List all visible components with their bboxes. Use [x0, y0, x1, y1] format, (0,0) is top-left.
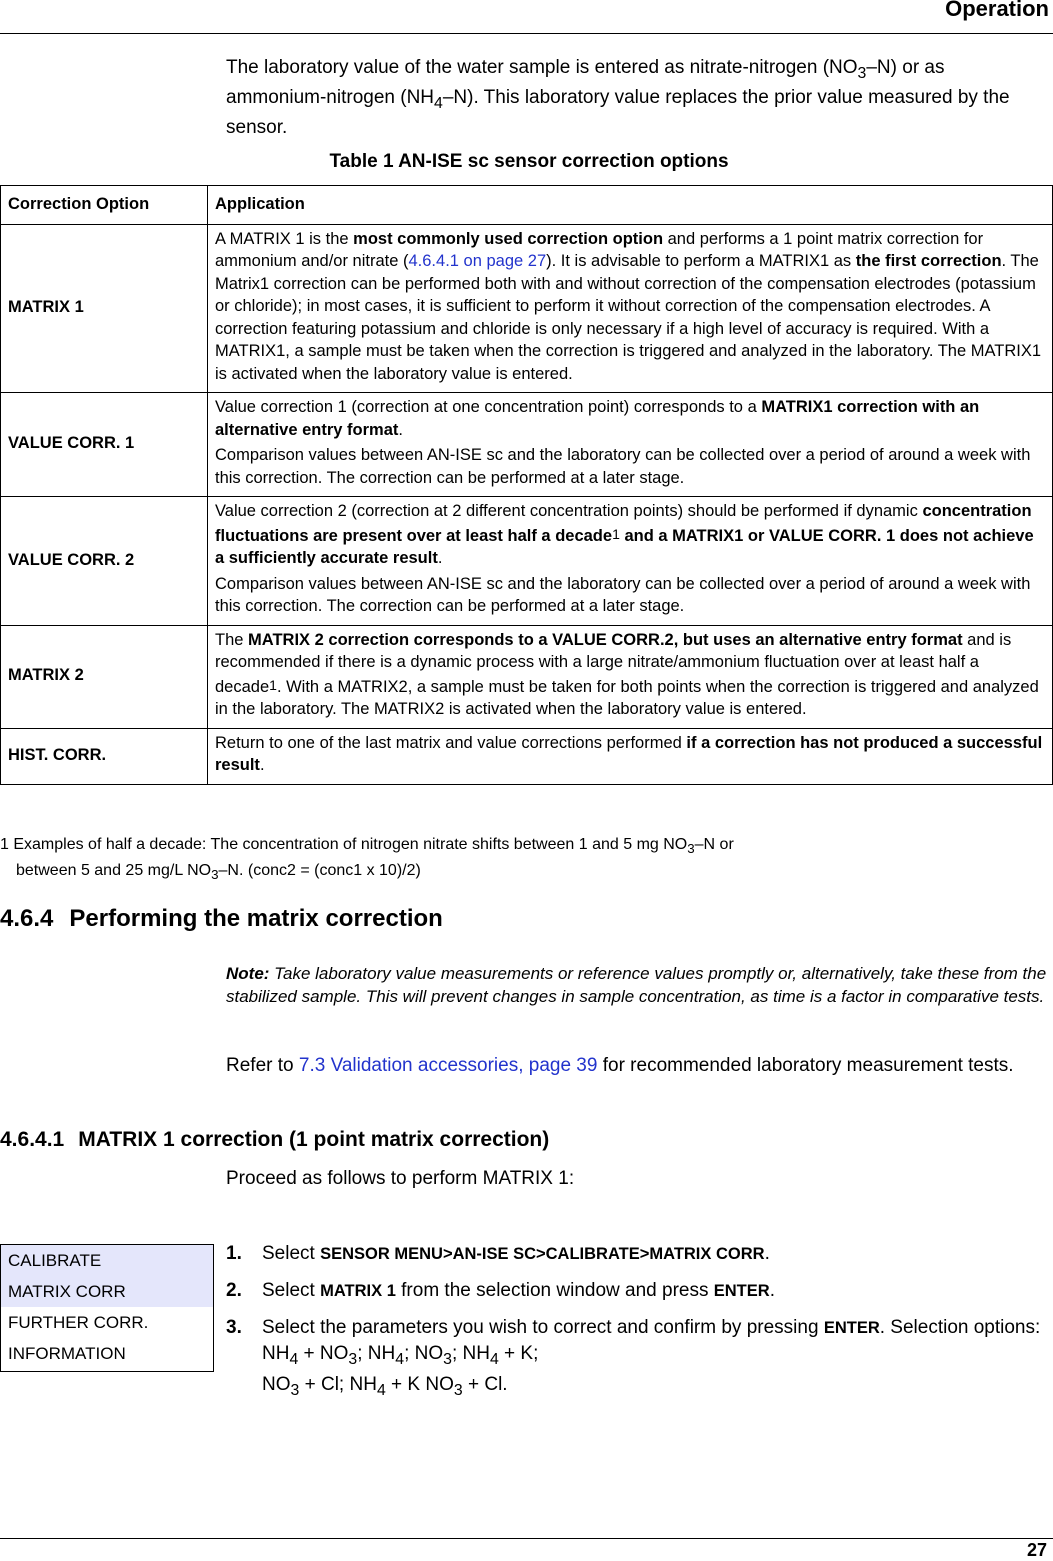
- application-cell: [208, 393, 1053, 497]
- formula: +: [298, 1343, 320, 1364]
- ui-label: MATRIX 1: [320, 1282, 396, 1300]
- formula: NO: [319, 1343, 349, 1364]
- intro-paragraph: [226, 56, 1048, 140]
- table-row-value-corr-1: [1, 393, 1053, 497]
- option-cell: VALUE CORR. 2: [1, 497, 208, 626]
- text-run: Select: [262, 1243, 321, 1264]
- text-run: Examples of half a decade: The concentration of nitrogen nitrate shifts between 1 and 5 mg NO: [8, 836, 688, 853]
- footnote-marker: 1: [612, 525, 620, 542]
- section-link[interactable]: 4.6.4.1 on page 27: [408, 252, 547, 270]
- formula: +: [385, 1373, 408, 1395]
- text-run: Value correction 1 (correction at one concentration point) corresponds to a: [215, 398, 762, 416]
- application-text: [215, 500, 1046, 570]
- section-title: Performing the matrix correction: [69, 905, 443, 932]
- text-run: .: [398, 420, 403, 439]
- selection-options-line-1: [262, 1341, 1048, 1372]
- calibration-menu-display: [0, 1244, 214, 1372]
- text-run: ). It is advisable to perform a MATRIX1 as: [546, 252, 856, 270]
- text-run: . With a MATRIX2, a sample must be taken for both points when the correction is triggered and analyzed in the laboratory. The MATRIX2 is activated when the laboratory value is entered.: [215, 677, 1039, 718]
- intro-sub-1: 3: [857, 64, 867, 82]
- bold-run: if a correction has not produced a successful result: [215, 733, 1043, 774]
- formula: NH: [262, 1343, 290, 1364]
- step-number: 1.: [226, 1243, 242, 1264]
- formula: .: [502, 1373, 508, 1395]
- text-run: and is recommended if there is a dynamic process with a large nitrate/ammonium fluctuation over at least half a decade: [215, 630, 1012, 696]
- subscript: 4: [395, 1350, 405, 1368]
- menu-item-matrix-corr[interactable]: MATRIX CORR: [1, 1276, 213, 1307]
- option-cell: VALUE CORR. 1: [1, 393, 208, 497]
- step-number: 3.: [226, 1317, 242, 1338]
- ui-label: ENTER: [713, 1282, 770, 1300]
- menu-item-calibrate[interactable]: CALIBRATE: [1, 1245, 213, 1276]
- application-cell: [208, 224, 1053, 393]
- formula: NO: [262, 1373, 291, 1395]
- option-cell: HIST. CORR.: [1, 728, 208, 784]
- formula: Cl: [484, 1373, 503, 1395]
- menu-item-information[interactable]: INFORMATION: [8, 1344, 126, 1363]
- table-row-matrix2: [1, 625, 1053, 728]
- subsection-title: MATRIX 1 correction (1 point matrix correction): [78, 1128, 550, 1151]
- bold-run: the first correction: [855, 252, 1002, 270]
- formula: +: [498, 1343, 521, 1364]
- subsection-number: 4.6.4.1: [0, 1128, 65, 1151]
- formula: K;: [520, 1343, 539, 1364]
- subscript: 3: [290, 1381, 300, 1399]
- page-header-title: Operation: [945, 0, 1049, 21]
- formula: NO: [425, 1373, 454, 1395]
- column-header-application: Application: [208, 186, 1053, 225]
- table-row-hist-corr: [1, 728, 1053, 784]
- table-row-value-corr-2: [1, 497, 1053, 626]
- procedure-steps: [226, 1241, 1048, 1414]
- section-heading: [0, 905, 443, 933]
- application-text-2: Comparison values between AN-ISE sc and the laboratory can be collected over a period of around a week with this correction. The correction can be performed at a later stage.: [215, 574, 1031, 615]
- step-3: [226, 1315, 1048, 1403]
- application-text: [215, 732, 1046, 777]
- subscript: 3: [443, 1350, 452, 1368]
- text-run: for recommended laboratory measurement tests.: [597, 1055, 1014, 1076]
- footnote-line-1: [0, 834, 900, 860]
- text-run: and performs a 1 point matrix correction for ammonium and/or nitrate (: [215, 229, 984, 270]
- text-run: The: [215, 630, 249, 649]
- note-text: Take laboratory value measurements or reference values promptly or, alternatively, take these from the stabilized sample. This will prevent changes in sample concentration, as time is a factor in comparative tests.: [226, 964, 1047, 1006]
- subscript: 3: [687, 841, 695, 857]
- validation-accessories-link[interactable]: 7.3 Validation accessories, page 39: [298, 1055, 598, 1076]
- footnote-number: 1: [0, 836, 9, 853]
- note-paragraph: [226, 962, 1048, 1008]
- text-run: .: [764, 1243, 770, 1264]
- bold-run: and a MATRIX1 or VALUE CORR. 1 does not achieve a sufficiently accurate result: [215, 526, 1034, 567]
- formula: Cl: [320, 1373, 339, 1395]
- formula: ;: [338, 1373, 350, 1395]
- intro-text-2: –N) or as ammonium-nitrogen (NH: [226, 57, 945, 108]
- text-run: .: [259, 756, 265, 774]
- application-cell: [208, 625, 1053, 728]
- text-run: . Selection options:: [879, 1317, 1041, 1338]
- page-number: 27: [1026, 1540, 1047, 1560]
- formula: +: [299, 1373, 321, 1395]
- application-text-2: Comparison values between AN-ISE sc and the laboratory can be collected over a period of around a week with this correction. The correction can be performed at a later stage.: [215, 446, 1031, 487]
- text-run: between 5 and 25 mg/L NO: [16, 862, 212, 880]
- section-number: 4.6.4: [0, 905, 54, 932]
- refer-paragraph: [226, 1053, 1048, 1079]
- column-header-option: Correction Option: [1, 186, 208, 225]
- subscript: 3: [348, 1350, 358, 1368]
- table-caption: Table 1 AN-ISE sc sensor correction options: [329, 151, 729, 172]
- bold-run: MATRIX 2 correction corresponds to a VALUE CORR.2, but uses an alternative entry format: [248, 630, 963, 649]
- text-run: –N or: [694, 836, 734, 853]
- bold-run: MATRIX1 correction with an alternative entry format: [215, 398, 980, 439]
- text-run: –N. (conc2 = (conc1 x 10)/2): [218, 862, 421, 880]
- option-cell: MATRIX 1: [1, 224, 208, 393]
- text-run: Return to one of the last matrix and value corrections performed: [215, 733, 687, 752]
- formula: NH: [349, 1373, 377, 1395]
- subscript: 4: [289, 1350, 299, 1368]
- text-run: . The Matrix1 correction can be performed both with and without correction of the compensation electrodes (potassium or chloride); in most cases, it is sufficient to perform it without correction of the compensation electrodes. A correction featuring potassium and chloride is only necessary if a high level of accuracy is required. With a MATRIX1, a sample must be taken when the correction is triggered and analyzed in the laboratory. The MATRIX1 is activated when the laboratory value is entered.: [215, 252, 1042, 383]
- text-run: .: [769, 1280, 775, 1301]
- formula: NH: [367, 1343, 396, 1364]
- footnote-marker: 1: [269, 676, 277, 693]
- application-cell: [208, 497, 1053, 626]
- formula: NH: [462, 1343, 490, 1364]
- intro-text-3: –N). This laboratory value replaces the prior value measured by the sensor.: [226, 86, 1010, 138]
- ui-path: SENSOR MENU>AN-ISE SC>CALIBRATE>MATRIX CORR: [320, 1245, 765, 1263]
- text-run: Value correction 2 (correction at 2 different concentration points) should be performed if dynamic: [215, 502, 923, 520]
- menu-item-further-corr[interactable]: FURTHER CORR.: [8, 1313, 149, 1332]
- subscript: 3: [211, 867, 219, 883]
- application-cell: [208, 728, 1053, 784]
- text-run: Refer to: [226, 1055, 299, 1076]
- formula: ;: [357, 1343, 368, 1364]
- table-footnote: [0, 834, 900, 886]
- ui-label: ENTER: [823, 1319, 880, 1337]
- text-run: Select the parameters you wish to correct and confirm by pressing: [262, 1317, 824, 1338]
- formula: NO: [414, 1343, 444, 1364]
- text-run: Select: [262, 1280, 321, 1301]
- step-number: 2.: [226, 1280, 242, 1301]
- text-run: .: [437, 549, 443, 567]
- intro-text-1: The laboratory value of the water sample is entered as nitrate-nitrogen (NO: [226, 57, 858, 78]
- subsection-heading: [0, 1128, 549, 1152]
- application-text: [215, 396, 1046, 441]
- step-2: [226, 1278, 1048, 1304]
- formula: ;: [404, 1343, 415, 1364]
- subscript: 4: [376, 1381, 386, 1399]
- table-header-row: [1, 186, 1053, 225]
- bold-run: concentration fluctuations are present over at least half a decade: [215, 502, 1032, 545]
- application-text: [215, 228, 1046, 386]
- option-cell: MATRIX 2: [1, 625, 208, 728]
- application-text: [215, 629, 1046, 721]
- subscript: 3: [453, 1381, 463, 1399]
- footer-divider: [0, 1538, 1053, 1539]
- note-label: Note:: [226, 964, 270, 983]
- table-row-matrix1: [1, 224, 1053, 393]
- formula: K: [407, 1373, 421, 1395]
- subscript: 4: [489, 1350, 499, 1368]
- formula: ;: [451, 1343, 463, 1364]
- header-divider: [0, 33, 1053, 34]
- text-run: from the selection window and press: [395, 1280, 714, 1301]
- formula: +: [462, 1373, 485, 1395]
- text-run: A MATRIX 1 is the: [215, 229, 354, 248]
- proceed-text: Proceed as follows to perform MATRIX 1:: [226, 1168, 575, 1189]
- selection-options-line-2: [262, 1372, 1048, 1403]
- intro-sub-2: 4: [434, 94, 443, 112]
- step-1: [226, 1241, 1048, 1267]
- footnote-line-2: [0, 860, 900, 886]
- bold-run: most commonly used correction option: [353, 229, 664, 248]
- correction-options-table: [0, 185, 1053, 785]
